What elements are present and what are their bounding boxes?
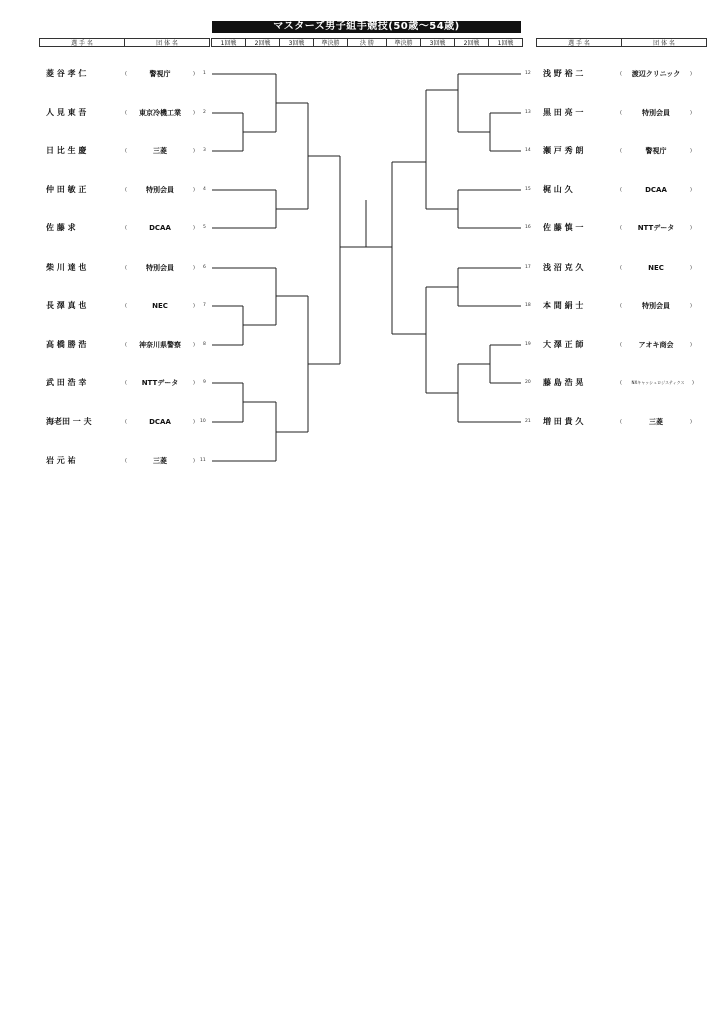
seed-number: 16: [525, 225, 531, 230]
paren: ): [193, 342, 195, 348]
team-name: 特別会員: [146, 264, 174, 272]
player-name: 菱 谷 孝 仁: [46, 69, 87, 78]
paren: (: [620, 148, 622, 154]
round-header-cell: 2回戦: [454, 38, 489, 47]
paren: ): [193, 148, 195, 154]
paren: ): [690, 187, 692, 193]
round-header-cell: 3回戦: [279, 38, 314, 47]
team-name: 三菱: [153, 147, 167, 155]
team-name: 特別会員: [642, 109, 670, 117]
paren: ): [690, 71, 692, 77]
player-name: 日 比 生 慶: [46, 146, 87, 155]
paren: ): [193, 458, 195, 464]
seed-number: 2: [203, 110, 206, 115]
paren: (: [620, 187, 622, 193]
player-name: 海老田 一 夫: [46, 417, 92, 426]
team-name: DCAA: [149, 418, 171, 426]
paren: (: [620, 303, 622, 309]
player-name: 黒 田 亮 一: [543, 108, 584, 117]
paren: (: [125, 342, 127, 348]
paren: ): [193, 380, 195, 386]
team-name: DCAA: [645, 186, 667, 194]
round-header-cell: 準決勝: [313, 38, 348, 47]
paren: (: [125, 303, 127, 309]
seed-number: 13: [525, 110, 531, 115]
paren: (: [125, 71, 127, 77]
paren: (: [125, 225, 127, 231]
paren: ): [193, 187, 195, 193]
paren: (: [125, 187, 127, 193]
paren: (: [620, 380, 622, 386]
team-name: 東京冷機工業: [139, 109, 181, 117]
seed-number: 4: [203, 187, 206, 192]
paren: (: [125, 458, 127, 464]
paren: ): [690, 265, 692, 271]
team-name: 警視庁: [645, 147, 667, 155]
paren: (: [620, 225, 622, 231]
player-name: 柴 川 達 也: [46, 263, 87, 272]
round-header-cell: 決 勝: [347, 38, 387, 47]
player-name: 武 田 浩 幸: [46, 378, 87, 387]
player-name: 藤 島 浩 晃: [543, 378, 584, 387]
player-name: 浅 沼 克 久: [543, 263, 584, 272]
paren: (: [125, 110, 127, 116]
paren: ): [193, 419, 195, 425]
paren: ): [193, 225, 195, 231]
round-header-cell: 1回戦: [211, 38, 246, 47]
team-name: NEC: [648, 264, 664, 272]
round-header-cell: 準決勝: [386, 38, 421, 47]
round-header-cell: 2回戦: [245, 38, 280, 47]
paren: (: [620, 71, 622, 77]
seed-number: 3: [203, 148, 206, 153]
paren: (: [125, 419, 127, 425]
player-name: 本 間 絹 士: [543, 301, 584, 310]
team-name: DCAA: [149, 224, 171, 232]
team-name: NEC: [152, 302, 168, 310]
seed-number: 10: [200, 419, 206, 424]
paren: (: [125, 265, 127, 271]
seed-number: 20: [525, 380, 531, 385]
paren: ): [690, 148, 692, 154]
player-name-header: 選 手 名: [39, 38, 125, 47]
paren: ): [690, 225, 692, 231]
player-name: 梶 山 久: [543, 185, 573, 194]
seed-number: 5: [203, 225, 206, 230]
team-name: アオキ商会: [638, 341, 674, 349]
team-name: NXキャッシュロジスティクス: [631, 380, 685, 385]
team-name-header: 団 体 名: [124, 38, 210, 47]
player-name-header: 選 手 名: [536, 38, 622, 47]
round-header-cell: 3回戦: [420, 38, 455, 47]
paren: ): [690, 110, 692, 116]
seed-number: 6: [203, 265, 206, 270]
seed-number: 11: [200, 458, 206, 463]
paren: ): [193, 110, 195, 116]
team-name-header: 団 体 名: [621, 38, 707, 47]
paren: ): [690, 419, 692, 425]
player-name: 大 澤 正 師: [543, 340, 584, 349]
page-title: マスターズ男子組手競技(50歳～54歳): [212, 21, 521, 33]
seed-number: 15: [525, 187, 531, 192]
team-name: 三菱: [649, 418, 663, 426]
paren: ): [690, 342, 692, 348]
seed-number: 1: [203, 71, 206, 76]
team-name: 渡辺クリニック: [631, 70, 681, 78]
team-name: 警視庁: [149, 70, 171, 78]
seed-number: 14: [525, 148, 531, 153]
paren: ): [692, 380, 694, 386]
player-name: 佐 藤 慎 一: [543, 223, 584, 232]
paren: ): [193, 265, 195, 271]
team-name: 特別会員: [642, 302, 670, 310]
seed-number: 17: [525, 265, 531, 270]
paren: (: [620, 419, 622, 425]
round-header-cell: 1回戦: [488, 38, 523, 47]
paren: ): [193, 303, 195, 309]
seed-number: 21: [525, 419, 531, 424]
player-name: 増 田 貴 久: [543, 417, 584, 426]
player-name: 人 見 東 吾: [46, 108, 87, 117]
paren: ): [193, 71, 195, 77]
player-name: 高 橋 勝 浩: [46, 340, 87, 349]
player-name: 佐 藤 求: [46, 223, 76, 232]
team-name: NTTデータ: [141, 379, 179, 387]
seed-number: 19: [525, 342, 531, 347]
paren: (: [620, 265, 622, 271]
paren: (: [620, 342, 622, 348]
seed-number: 18: [525, 303, 531, 308]
paren: (: [125, 148, 127, 154]
player-name: 瀬 戸 秀 朗: [543, 146, 584, 155]
team-name: 神奈川県警察: [139, 341, 181, 349]
team-name: 特別会員: [146, 186, 174, 194]
seed-number: 8: [203, 342, 206, 347]
seed-number: 9: [203, 380, 206, 385]
team-name: NTTデータ: [637, 224, 675, 232]
player-name: 長 澤 真 也: [46, 301, 87, 310]
player-name: 仲 田 敏 正: [46, 185, 87, 194]
paren: ): [690, 303, 692, 309]
team-name: 三菱: [153, 457, 167, 465]
seed-number: 12: [525, 71, 531, 76]
player-name: 浅 野 裕 二: [543, 69, 584, 78]
seed-number: 7: [203, 303, 206, 308]
paren: (: [620, 110, 622, 116]
paren: (: [125, 380, 127, 386]
player-name: 岩 元 祐: [46, 456, 76, 465]
